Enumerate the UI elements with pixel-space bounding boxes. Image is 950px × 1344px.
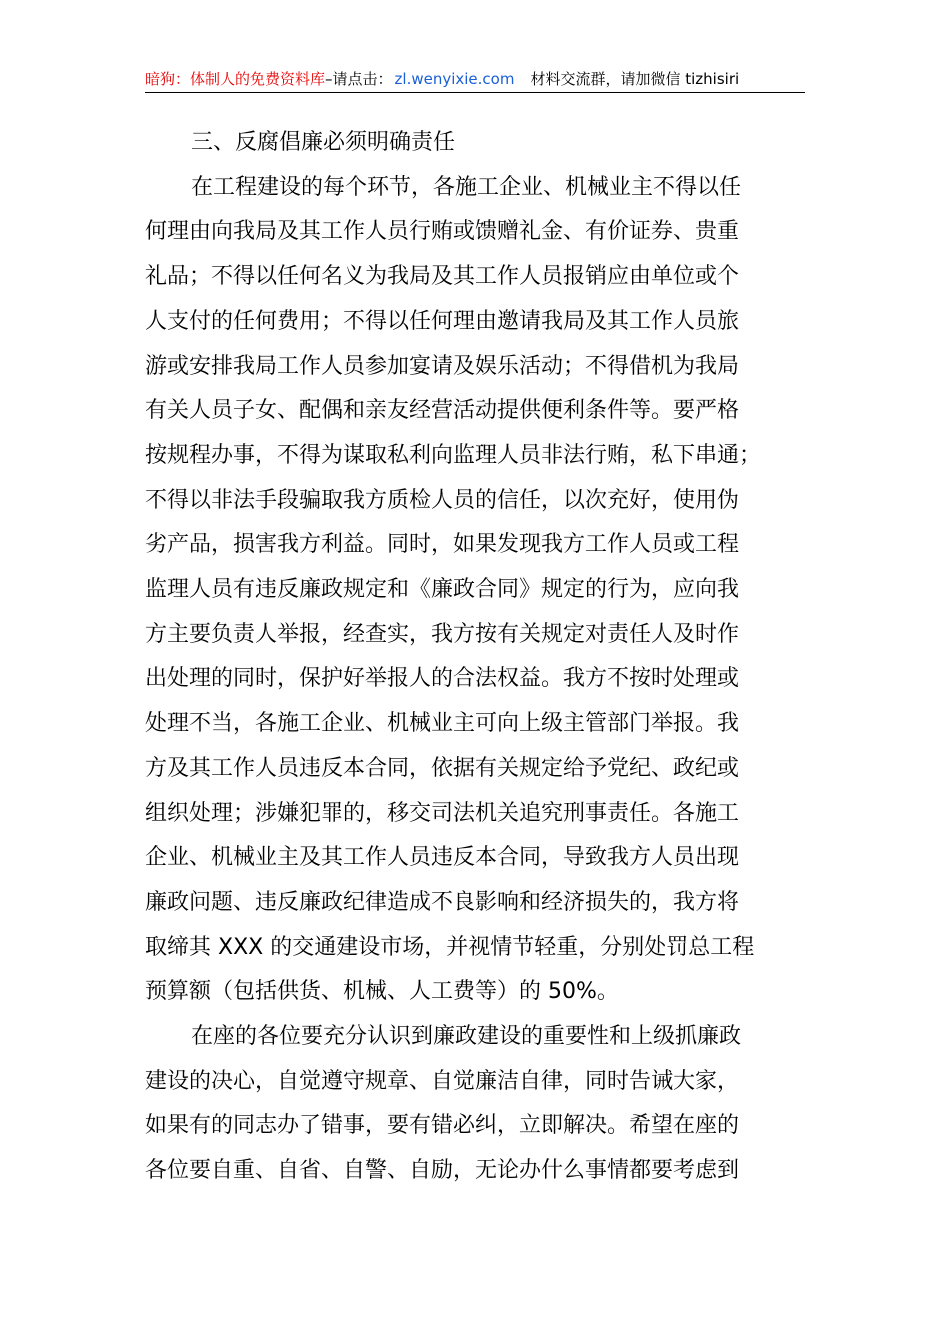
paragraph-line: 礼品；不得以任何名义为我局及其工作人员报销应由单位或个 xyxy=(145,264,740,290)
paragraph-line: 监理人员有违反廉政规定和《廉政合同》规定的行为，应向我 xyxy=(145,577,740,603)
paragraph-line: 取缔其 XXX 的交通建设市场，并视情节轻重，分别处罚总工程 xyxy=(145,934,755,960)
paragraph-line: 人支付的任何费用；不得以任何理由邀请我局及其工作人员旅 xyxy=(145,308,740,334)
page-header xyxy=(145,66,805,93)
paragraph-line: 企业、机械业主及其工作人员违反本合同，导致我方人员出现 xyxy=(145,845,740,871)
paragraph-line: 在座的各位要充分认识到廉政建设的重要性和上级抓廉政 xyxy=(191,1024,742,1050)
paragraph-line: 方及其工作人员违反本合同，依据有关规定给予党纪、政纪或 xyxy=(145,755,740,781)
paragraph-1 xyxy=(145,166,809,1015)
paragraph-line: 预算额（包括供货、机械、人工费等）的 50%。 xyxy=(145,979,619,1005)
paragraph-2 xyxy=(145,1015,809,1194)
section-heading: 三、反腐倡廉必须明确责任 xyxy=(191,130,456,155)
paragraph-line: 有关人员子女、配偶和亲友经营活动提供便利条件等。要严格 xyxy=(145,398,740,424)
paragraph-line: 在工程建设的每个环节，各施工企业、机械业主不得以任 xyxy=(191,174,742,200)
header-group-info: 材料交流群，请加微信 tizhisiri xyxy=(530,70,740,88)
paragraph-line: 组织处理；涉嫌犯罪的，移交司法机关追究刑事责任。各施工 xyxy=(145,800,740,826)
paragraph-line: 出处理的同时，保护好举报人的合法权益。我方不按时处理或 xyxy=(145,666,740,692)
header-prompt: –请点击： xyxy=(325,70,393,88)
paragraph-line: 各位要自重、自省、自警、自励，无论办什么事情都要考虑到 xyxy=(145,1158,740,1184)
paragraph-line: 建设的决心，自觉遵守规章、自觉廉洁自律，同时告诫大家， xyxy=(145,1068,740,1094)
header-brand: 暗狗：体制人的免费资料库 xyxy=(145,70,326,88)
paragraph-line: 方主要负责人举报，经查实，我方按有关规定对责任人及时作 xyxy=(145,621,740,647)
paragraph-line: 处理不当，各施工企业、机械业主可向上级主管部门举报。我 xyxy=(145,711,740,737)
paragraph-line: 廉政问题、违反廉政纪律造成不良影响和经济损失的，我方将 xyxy=(145,889,740,915)
paragraph-line: 按规程办事，不得为谋取私利向监理人员非法行贿，私下串通； xyxy=(145,442,762,468)
paragraph-line: 如果有的同志办了错事，要有错必纠，立即解决。希望在座的 xyxy=(145,1113,740,1139)
paragraph-line: 游或安排我局工作人员参加宴请及娱乐活动；不得借机为我局 xyxy=(145,353,740,379)
paragraph-line: 不得以非法手段骗取我方质检人员的信任，以次充好，使用伪 xyxy=(145,487,740,513)
paragraph-line: 劣产品，损害我方利益。同时，如果发现我方工作人员或工程 xyxy=(145,532,740,558)
header-link[interactable]: zl.wenyixie.com xyxy=(394,70,515,88)
document-body xyxy=(145,121,809,1194)
paragraph-line: 何理由向我局及其工作人员行贿或馈赠礼金、有价证券、贵重 xyxy=(145,219,740,245)
